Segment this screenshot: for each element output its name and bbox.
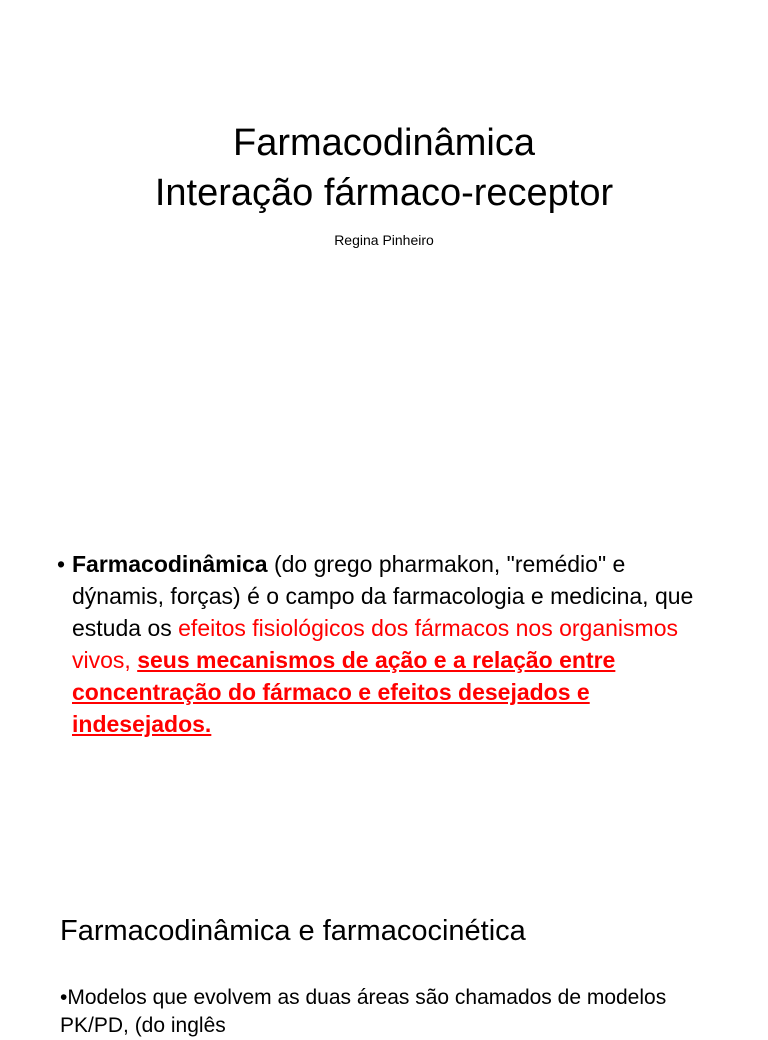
slide-heading: Farmacodinâmica e farmacocinética (60, 915, 526, 947)
slide-definition (0, 480, 768, 880)
definition-red-text: efeitos fisiológicos dos fármacos nos organismos vivos, (72, 615, 678, 673)
bullet-marker: • (60, 986, 68, 1009)
title-line-2: Interação fármaco-receptor (154, 172, 614, 214)
bullet-marker: • (57, 551, 66, 577)
pkpd-bullet-text: Modelos que evolvem as duas áreas são chamados de modelos PK/PD, (do inglês (60, 986, 667, 1037)
title-line-1: Farmacodinâmica (233, 122, 535, 164)
author-name: Regina Pinheiro (334, 232, 434, 248)
term-farmacodinamica: Farmacodinâmica (72, 551, 268, 577)
slide-title (0, 0, 768, 480)
definition-plain-text: (do grego pharmakon, "remédio" e dýnamis, forças) é o campo da farmacologia e medicina, que estuda os (72, 551, 694, 641)
slide-pk-pd (0, 880, 768, 1037)
definition-emphasis-1: seus mecanismos de ação e a relação entre (137, 647, 616, 673)
definition-emphasis-2: concentração do fármaco e efeitos desejados e indesejados. (72, 679, 590, 737)
definition-bullet (57, 548, 710, 740)
definition-text (60, 548, 710, 740)
pkpd-bullet (60, 984, 710, 1040)
slide-title-heading (0, 118, 768, 218)
